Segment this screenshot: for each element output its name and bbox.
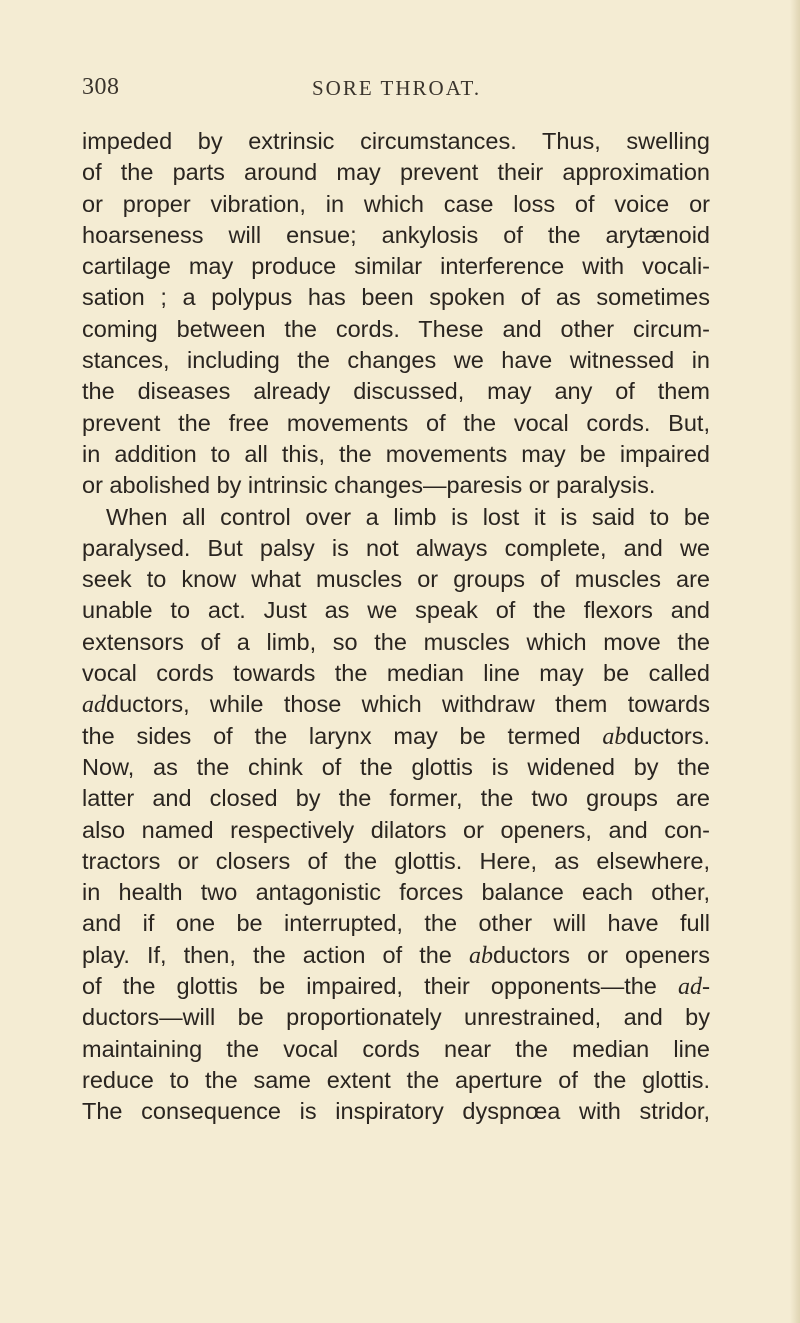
text-line: The consequence is inspiratory dyspnœa with stridor, [82, 1098, 710, 1125]
text-line: When all control over a limb is lost it is said to be [106, 503, 710, 530]
text-fragment: of the glottis be impaired, their opponents—the [82, 973, 678, 1000]
text-line [82, 971, 710, 1002]
text-line: tractors or closers of the glottis. Here, as elsewhere, [82, 847, 710, 874]
text-line [82, 721, 710, 752]
text-line: or abolished by intrinsic changes—paresis or paralysis. [82, 472, 656, 499]
running-title: SORE THROAT. [312, 76, 482, 100]
italic-prefix: ab [602, 723, 627, 750]
text-fragment: the sides of the larynx may be termed [82, 722, 603, 749]
text-fragment: ductors or openers [492, 941, 710, 968]
text-line: seek to know what muscles or groups of muscles are [82, 566, 710, 593]
italic-fragment: ad- [678, 974, 710, 1001]
text-line: and if one be interrupted, the other will have full [82, 910, 710, 937]
text-line: or proper vibration, in which case loss of voice or [82, 190, 710, 217]
text-line: Now, as the chink of the glottis is widened by the [82, 753, 710, 780]
text-line: extensors of a limb, so the muscles which move the [82, 628, 710, 655]
italic-prefix: ad [82, 692, 106, 719]
text-line: cartilage may produce similar interference with vocali- [82, 253, 710, 280]
text-line [82, 940, 710, 971]
text-line: maintaining the vocal cords near the median line [82, 1035, 710, 1062]
text-line: in health two antagonistic forces balance each other, [82, 879, 710, 906]
text-line: unable to act. Just as we speak of the flexors and [82, 597, 710, 624]
text-line: of the parts around may prevent their approximation [82, 159, 710, 186]
page-edge-shadow [790, 0, 800, 1323]
text-line: in addition to all this, the movements may be impaired [82, 440, 710, 467]
text-line: coming between the cords. These and other circum- [82, 315, 710, 342]
italic-prefix: ab [468, 942, 493, 969]
text-line: sation ; a polypus has been spoken of as sometimes [82, 284, 710, 311]
text-line: prevent the free movements of the vocal cords. But, [82, 409, 710, 436]
text-line: paralysed. But palsy is not always complete, and we [82, 534, 710, 561]
text-line: ductors—will be proportionately unrestrained, and by [82, 1004, 710, 1031]
text-fragment: ductors. [626, 722, 710, 749]
text-fragment: play. If, then, the action of the [82, 941, 469, 968]
page-number: 308 [82, 74, 120, 100]
text-line: hoarseness will ensue; ankylosis of the arytænoid [82, 221, 710, 248]
text-line: stances, including the changes we have witnessed in [82, 347, 710, 374]
text-line: the diseases already discussed, may any of them [82, 378, 710, 405]
text-line: latter and closed by the former, the two groups are [82, 785, 710, 812]
text-line: vocal cords towards the median line may be called [82, 660, 710, 687]
body-text [82, 126, 710, 1128]
text-line [82, 689, 710, 720]
running-head [82, 74, 710, 114]
text-line: impeded by extrinsic circumstances. Thus, swelling [82, 128, 710, 154]
text-fragment: ductors, while those which withdraw them towards [106, 691, 710, 718]
text-line: reduce to the same extent the aperture of the glottis. [82, 1066, 710, 1093]
text-line: also named respectively dilators or openers, and con- [82, 816, 710, 843]
